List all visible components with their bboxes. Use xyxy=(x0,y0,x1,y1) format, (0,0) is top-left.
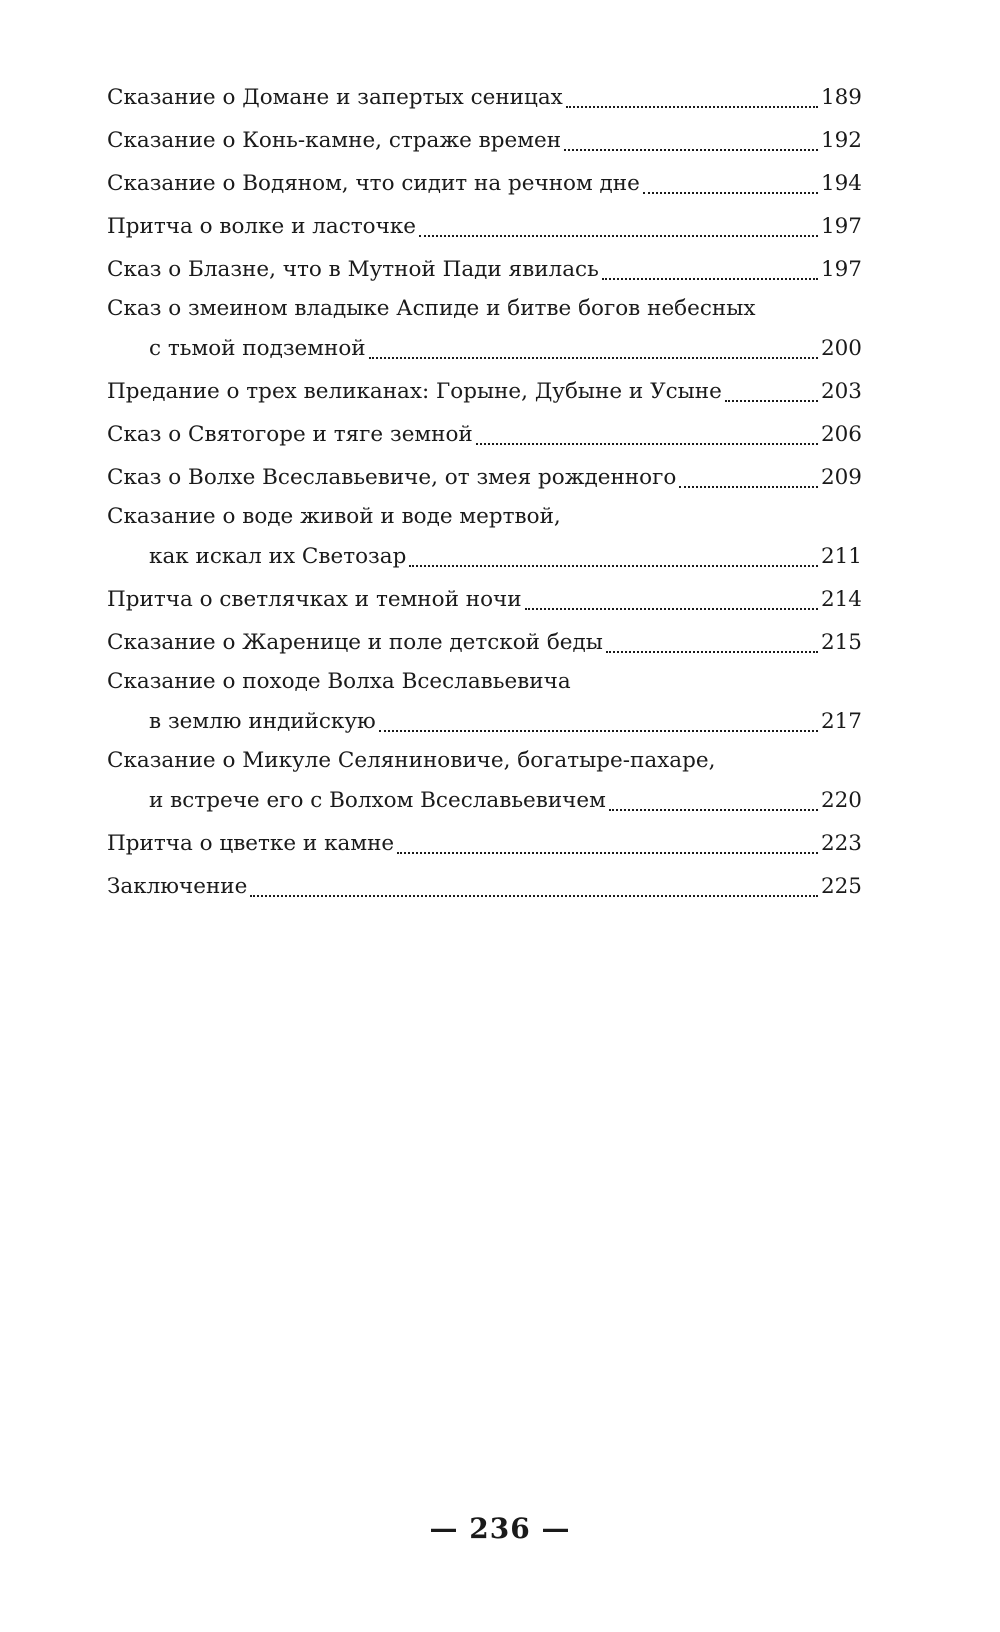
toc-entry-continuation xyxy=(107,535,862,578)
table-of-contents xyxy=(107,76,862,908)
toc-entry-title: Сказание о Жаренице и поле детской беды xyxy=(107,630,603,655)
toc-entry-title: Заключение xyxy=(107,874,248,899)
toc-entry-continuation xyxy=(107,779,862,822)
dot-leader xyxy=(606,650,818,653)
toc-entry-title: Сказание о Домане и запертых сеницах xyxy=(107,85,563,110)
toc-entry xyxy=(107,370,862,413)
toc-entry-line xyxy=(107,76,862,119)
toc-entry xyxy=(107,162,862,205)
toc-page-number: 189 xyxy=(820,85,862,110)
toc-entry-title: Притча о светлячках и темной ночи xyxy=(107,587,522,612)
toc-entry xyxy=(107,413,862,456)
toc-page-number: 197 xyxy=(820,257,862,282)
dot-leader xyxy=(397,851,818,854)
toc-entry-title: Притча о цветке и камне xyxy=(107,831,395,856)
dot-leader xyxy=(250,894,818,897)
toc-page-number: 220 xyxy=(820,788,862,813)
toc-entry xyxy=(107,291,862,370)
toc-entry-title: Сказание о Водяном, что сидит на речном дне xyxy=(107,171,640,196)
toc-page-number: 203 xyxy=(820,379,862,404)
dot-leader xyxy=(564,148,818,151)
toc-entry-line xyxy=(107,743,862,779)
toc-entry-title: Сказание о Микуле Селяниновиче, богатыре-пахаре, xyxy=(107,748,716,773)
dot-leader xyxy=(419,234,818,237)
toc-entry-line xyxy=(107,162,862,205)
toc-page-number: 223 xyxy=(820,831,862,856)
dot-leader xyxy=(379,729,818,732)
toc-entry-line xyxy=(107,822,862,865)
toc-entry-continuation xyxy=(107,700,862,743)
toc-entry-title: Сказ о Блазне, что в Мутной Пади явилась xyxy=(107,257,599,282)
toc-page-number: 225 xyxy=(820,874,862,899)
toc-page-number: 192 xyxy=(820,128,862,153)
toc-entry xyxy=(107,578,862,621)
toc-entry-line xyxy=(107,621,862,664)
toc-entry-line xyxy=(107,664,862,700)
toc-page-number: 197 xyxy=(820,214,862,239)
toc-entry xyxy=(107,456,862,499)
toc-page-number: 217 xyxy=(820,709,862,734)
dot-leader xyxy=(679,485,818,488)
toc-page-number: 214 xyxy=(820,587,862,612)
toc-page-number: 194 xyxy=(820,171,862,196)
page-number: — 236 — xyxy=(429,1512,571,1545)
toc-entry xyxy=(107,119,862,162)
toc-entry-title: Предание о трех великанах: Горыне, Дубыне и Усыне xyxy=(107,379,722,404)
toc-entry-title: Сказ о Волхе Всеславьевиче, от змея рожденного xyxy=(107,465,677,490)
toc-entry xyxy=(107,743,862,822)
toc-entry-line xyxy=(107,865,862,908)
toc-entry-line xyxy=(107,370,862,413)
dot-leader xyxy=(609,808,818,811)
toc-entry-title: Сказ о Святогоре и тяге земной xyxy=(107,422,473,447)
toc-page-number: 209 xyxy=(820,465,862,490)
dot-leader xyxy=(476,442,818,445)
toc-entry-continuation xyxy=(107,327,862,370)
toc-entry-line xyxy=(107,248,862,291)
toc-entry-title: Сказание о воде живой и воде мертвой, xyxy=(107,504,561,529)
toc-entry-title: и встрече его с Волхом Всеславьевичем xyxy=(149,788,606,813)
toc-entry-line xyxy=(107,578,862,621)
dot-leader xyxy=(725,399,818,402)
toc-entry-line xyxy=(107,205,862,248)
dot-leader xyxy=(643,191,818,194)
toc-entry-title: Сказ о змеином владыке Аспиде и битве богов небесных xyxy=(107,296,756,321)
toc-page-number: 206 xyxy=(820,422,862,447)
toc-entry-line xyxy=(107,119,862,162)
toc-entry xyxy=(107,822,862,865)
dot-leader xyxy=(369,356,818,359)
toc-entry-title: в землю индийскую xyxy=(149,709,376,734)
toc-entry xyxy=(107,248,862,291)
toc-entry xyxy=(107,664,862,743)
toc-entry-title: как искал их Светозар xyxy=(149,544,407,569)
toc-entry-line xyxy=(107,499,862,535)
toc-page-number: 211 xyxy=(820,544,862,569)
toc-entry-line xyxy=(107,413,862,456)
toc-entry-title: Притча о волке и ласточке xyxy=(107,214,416,239)
dot-leader xyxy=(525,607,818,610)
toc-entry-title: с тьмой подземной xyxy=(149,336,366,361)
toc-entry-title: Сказание о Конь-камне, страже времен xyxy=(107,128,562,153)
toc-entry xyxy=(107,865,862,908)
toc-entry-line xyxy=(107,456,862,499)
toc-entry xyxy=(107,621,862,664)
toc-entry xyxy=(107,76,862,119)
toc-entry xyxy=(107,499,862,578)
toc-entry xyxy=(107,205,862,248)
toc-entry-title: Сказание о походе Волха Всеславьевича xyxy=(107,669,571,694)
dot-leader xyxy=(566,105,818,108)
dot-leader xyxy=(602,277,818,280)
toc-entry-line xyxy=(107,291,862,327)
toc-page-number: 200 xyxy=(820,336,862,361)
toc-page-number: 215 xyxy=(820,630,862,655)
dot-leader xyxy=(409,564,818,567)
